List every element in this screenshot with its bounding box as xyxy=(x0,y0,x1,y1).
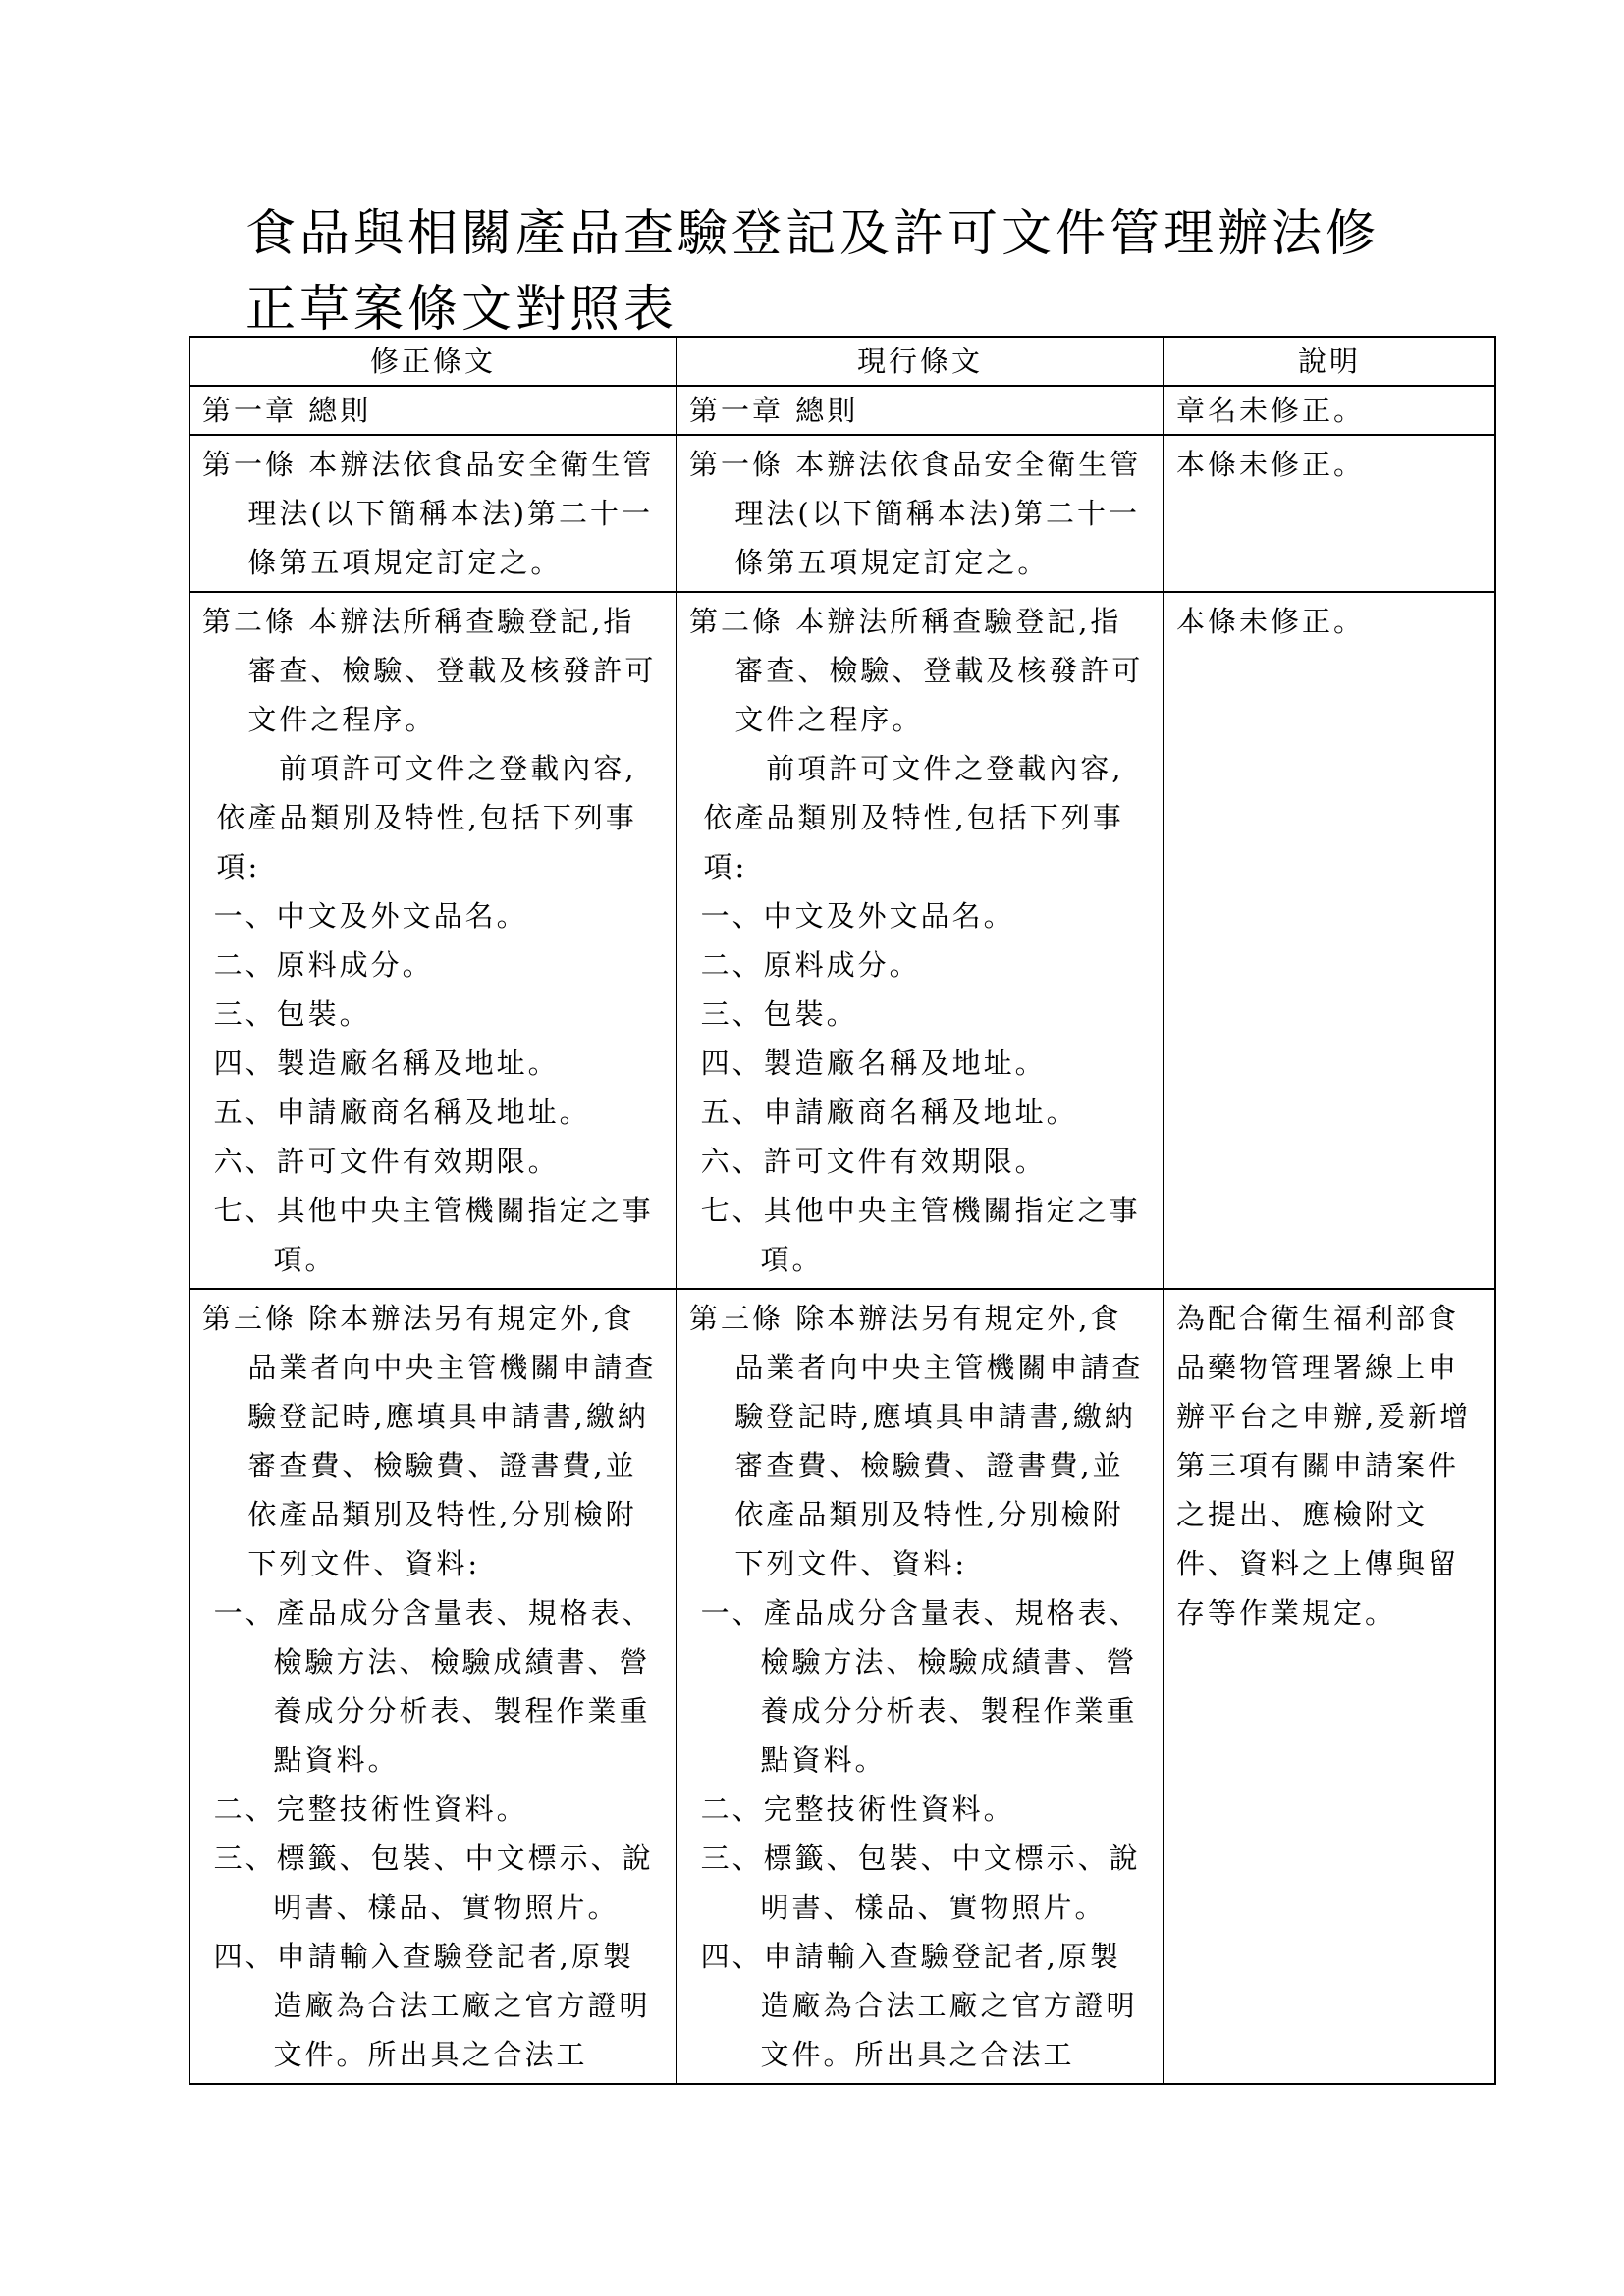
current-cell xyxy=(677,592,1164,1289)
list-item: 三、包裝。 xyxy=(700,997,858,1031)
revised-cell xyxy=(189,435,677,592)
revised-cell xyxy=(189,592,677,1289)
current-cell xyxy=(677,386,1164,435)
explanation-cell xyxy=(1164,592,1495,1289)
list-item: 二、完整技術性資料。 xyxy=(700,1792,1015,1826)
list-item: 六、許可文件有效期限。 xyxy=(700,1145,1047,1178)
table-row xyxy=(189,386,1495,435)
explanation-text: 章名未修正。 xyxy=(1176,394,1366,427)
explanation-cell xyxy=(1164,1289,1495,2084)
explanation-text: 本條未修正。 xyxy=(1176,605,1366,638)
list-item: 四、製造廠名稱及地址。 xyxy=(700,1046,1047,1080)
table-row xyxy=(189,435,1495,592)
article-paragraph: 前項許可文件之登載內容,依產品類別及特性,包括下列事項: xyxy=(703,752,1124,883)
header-explanation: 說明 xyxy=(1164,337,1495,386)
list-item: 四、製造廠名稱及地址。 xyxy=(213,1046,560,1080)
list-item: 六、許可文件有效期限。 xyxy=(213,1145,560,1178)
article-text: 第三條 除本辦法另有規定外,食品業者向中央主管機關申請查驗登記時,應填具申請書,繳納審查費、檢驗費、證書費,並依產品類別及特性,分別檢附下列文件、資料: xyxy=(202,1302,657,1580)
header-revised: 修正條文 xyxy=(189,337,677,386)
list-item: 二、原料成分。 xyxy=(700,948,921,982)
table-header-row xyxy=(189,337,1495,386)
list-item: 三、包裝。 xyxy=(213,997,371,1031)
page-title-line-2: 正草案條文對照表 xyxy=(245,281,678,339)
list-item: 二、原料成分。 xyxy=(213,948,434,982)
list-item: 五、申請廠商名稱及地址。 xyxy=(700,1095,1078,1129)
list-item: 一、中文及外文品名。 xyxy=(700,899,1015,933)
header-current: 現行條文 xyxy=(677,337,1164,386)
article-text: 第一條 本辦法依食品安全衛生管理法(以下簡稱本法)第二十一條第五項規定訂定之。 xyxy=(202,448,655,579)
list-item: 一、產品成分含量表、規格表、檢驗方法、檢驗成績書、營養成分分析表、製程作業重點資料。 xyxy=(700,1596,1141,1777)
list-item: 五、申請廠商名稱及地址。 xyxy=(213,1095,591,1129)
explanation-cell xyxy=(1164,435,1495,592)
page-title-line-1: 食品與相關產品查驗登記及許可文件管理辦法修 xyxy=(245,205,1380,263)
current-cell xyxy=(677,1289,1164,2084)
explanation-cell xyxy=(1164,386,1495,435)
chapter-heading: 第一章 總則 xyxy=(202,394,372,427)
article-text: 第一條 本辦法依食品安全衛生管理法(以下簡稱本法)第二十一條第五項規定訂定之。 xyxy=(689,448,1142,579)
chapter-heading: 第一章 總則 xyxy=(689,394,859,427)
current-cell xyxy=(677,435,1164,592)
explanation-text: 本條未修正。 xyxy=(1176,448,1366,481)
table-row xyxy=(189,1289,1495,2084)
table-row xyxy=(189,592,1495,1289)
revised-cell xyxy=(189,1289,677,2084)
list-item: 七、其他中央主管機關指定之事項。 xyxy=(213,1194,654,1276)
explanation-text: 為配合衛生福利部食品藥物管理署線上申辦平台之申辦,爰新增第三項有關申請案件之提出、應檢附文件、資料之上傳與留存等作業規定。 xyxy=(1176,1302,1472,1629)
comparison-table xyxy=(189,336,1496,2085)
list-item: 三、標籤、包裝、中文標示、說明書、樣品、實物照片。 xyxy=(213,1842,654,1924)
list-item: 一、產品成分含量表、規格表、檢驗方法、檢驗成績書、營養成分分析表、製程作業重點資料。 xyxy=(213,1596,654,1777)
list-item: 四、申請輸入查驗登記者,原製造廠為合法工廠之官方證明文件。所出具之合法工 xyxy=(213,1940,651,2071)
list-item: 四、申請輸入查驗登記者,原製造廠為合法工廠之官方證明文件。所出具之合法工 xyxy=(700,1940,1138,2071)
article-text: 第二條 本辦法所稱查驗登記,指審查、檢驗、登載及核發許可文件之程序。 xyxy=(689,605,1144,736)
article-text: 第三條 除本辦法另有規定外,食品業者向中央主管機關申請查驗登記時,應填具申請書,繳納審查費、檢驗費、證書費,並依產品類別及特性,分別檢附下列文件、資料: xyxy=(689,1302,1144,1580)
list-item: 二、完整技術性資料。 xyxy=(213,1792,528,1826)
list-item: 三、標籤、包裝、中文標示、說明書、樣品、實物照片。 xyxy=(700,1842,1141,1924)
page-title xyxy=(245,196,1522,347)
revised-cell xyxy=(189,386,677,435)
list-item: 七、其他中央主管機關指定之事項。 xyxy=(700,1194,1141,1276)
list-item: 一、中文及外文品名。 xyxy=(213,899,528,933)
article-text: 第二條 本辦法所稱查驗登記,指審查、檢驗、登載及核發許可文件之程序。 xyxy=(202,605,657,736)
article-paragraph: 前項許可文件之登載內容,依產品類別及特性,包括下列事項: xyxy=(216,752,637,883)
